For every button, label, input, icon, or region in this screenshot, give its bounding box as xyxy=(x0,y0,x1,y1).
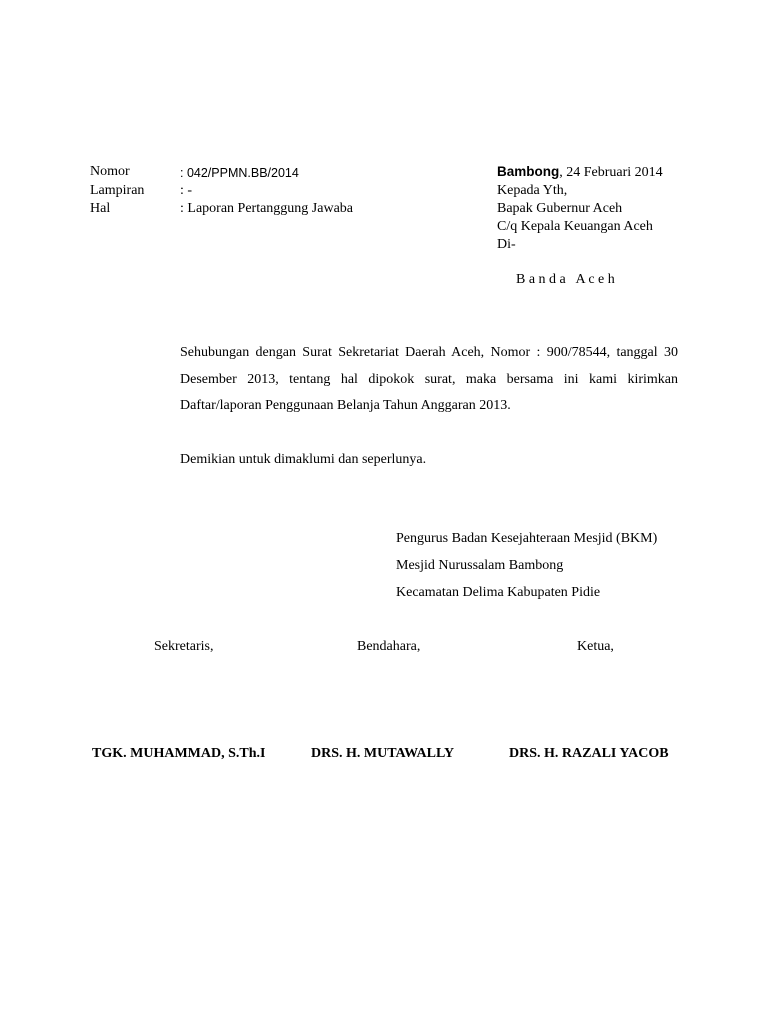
nomor-value: : 042/PPMN.BB/2014 xyxy=(180,166,299,180)
name-ketua: DRS. H. RAZALI YACOB xyxy=(509,746,669,761)
body-paragraph: Sehubungan dengan Surat Sekretariat Daerah Aceh, Nomor : 900/78544, tanggal 30 Desember 2013, tentang hal dipokok surat, maka bersama ini kami kirimkan Daftar/laporan Penggunaan Belanja Tahun Anggaran 2013. xyxy=(180,345,678,413)
recipient-line-1: Kepada Yth, xyxy=(497,183,568,198)
role-sekretaris: Sekretaris, xyxy=(154,639,214,654)
sender-line-1: Pengurus Badan Kesejahteraan Mesjid (BKM) xyxy=(396,531,658,546)
recipient-line-4: Di- xyxy=(497,237,516,252)
sender-line-2: Mesjid Nurussalam Bambong xyxy=(396,558,564,573)
recipient-line-3: C/q Kepala Keuangan Aceh xyxy=(497,219,653,234)
date-line xyxy=(497,164,663,181)
role-bendahara: Bendahara, xyxy=(357,639,421,654)
hal-label: Hal xyxy=(90,201,111,216)
recipient-city: B a n d a A c e h xyxy=(516,272,615,287)
letter-date: , 24 Februari 2014 xyxy=(559,165,663,180)
role-ketua: Ketua, xyxy=(577,639,614,654)
closing-sentence: Demikian untuk dimaklumi dan seperlunya. xyxy=(180,452,427,467)
place-name: Bambong xyxy=(497,164,560,179)
sender-line-3: Kecamatan Delima Kabupaten Pidie xyxy=(396,585,601,600)
lampiran-label: Lampiran xyxy=(90,183,145,198)
nomor-label: Nomor xyxy=(90,164,130,179)
hal-value: : Laporan Pertanggung Jawaba xyxy=(180,201,353,216)
name-sekretaris: TGK. MUHAMMAD, S.Th.I xyxy=(92,746,266,761)
name-bendahara: DRS. H. MUTAWALLY xyxy=(311,746,455,761)
recipient-line-2: Bapak Gubernur Aceh xyxy=(497,201,623,216)
lampiran-value: : - xyxy=(180,183,193,198)
